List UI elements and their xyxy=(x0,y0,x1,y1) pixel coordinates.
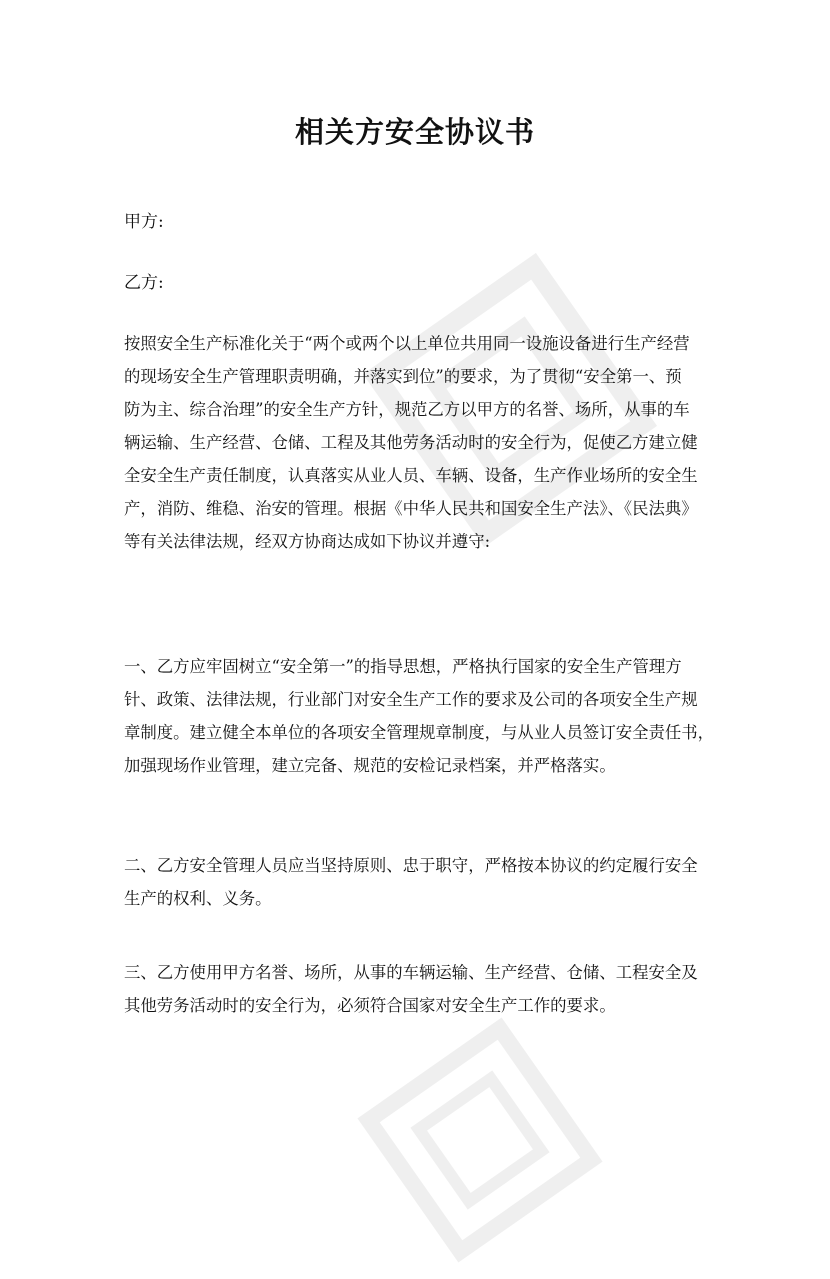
document-title: 相关方安全协议书 xyxy=(294,115,535,149)
clause-line: 加强现场作业管理，建立完备、规范的安检记录档案，并严格落实。 xyxy=(124,756,616,775)
intro-line: 全安全生产责任制度，认真落实从业人员、车辆、设备，生产作业场所的安全生 xyxy=(124,466,698,485)
intro-line: 按照安全生产标准化关于“两个或两个以上单位共用同一设施设备进行生产经营 xyxy=(124,334,690,353)
clause-line: 生产的权利、义务。 xyxy=(124,889,272,908)
clause-line: 一、乙方应牢固树立“安全第一”的指导思想，严格执行国家的安全生产管理方 xyxy=(124,657,682,676)
clause-line: 二、乙方安全管理人员应当坚持原则、忠于职守，严格按本协议的约定履行安全 xyxy=(124,856,698,875)
party-a-label: 甲方: xyxy=(124,212,164,232)
watermark-logo-bottom xyxy=(341,1001,620,1279)
clause-line: 针、政策、法律法规，行业部门对安全生产工作的要求及公司的各项安全生产规 xyxy=(124,690,698,709)
clause-3-paragraph xyxy=(124,956,714,1022)
clause-line: 章制度。建立健全本单位的各项安全管理规章制度，与从业人员签订安全责任书， xyxy=(124,723,715,742)
clause-1-paragraph xyxy=(124,650,714,782)
intro-line: 防为主、综合治理”的安全生产方针，规范乙方以甲方的名誉、场所，从事的车 xyxy=(124,400,690,419)
intro-line: 产，消防、维稳、治安的管理。根据《中华人民共和国安全生产法》、《民法典》 xyxy=(124,499,698,518)
intro-line: 等有关法律法规，经双方协商达成如下协议并遵守: xyxy=(124,532,491,551)
intro-line: 辆运输、生产经营、仓储、工程及其他劳务活动时的安全行为，促使乙方建立健 xyxy=(124,433,698,452)
clause-line: 三、乙方使用甲方名誉、场所，从事的车辆运输、生产经营、仓储、工程安全及 xyxy=(124,963,698,982)
intro-line: 的现场安全生产管理职责明确，并落实到位”的要求，为了贯彻“安全第一、预 xyxy=(124,367,682,386)
clause-line: 其他劳务活动时的安全行为，必须符合国家对安全生产工作的要求。 xyxy=(124,996,616,1015)
party-b-label: 乙方: xyxy=(124,273,164,293)
intro-paragraph xyxy=(124,327,714,558)
clause-2-paragraph xyxy=(124,849,714,915)
